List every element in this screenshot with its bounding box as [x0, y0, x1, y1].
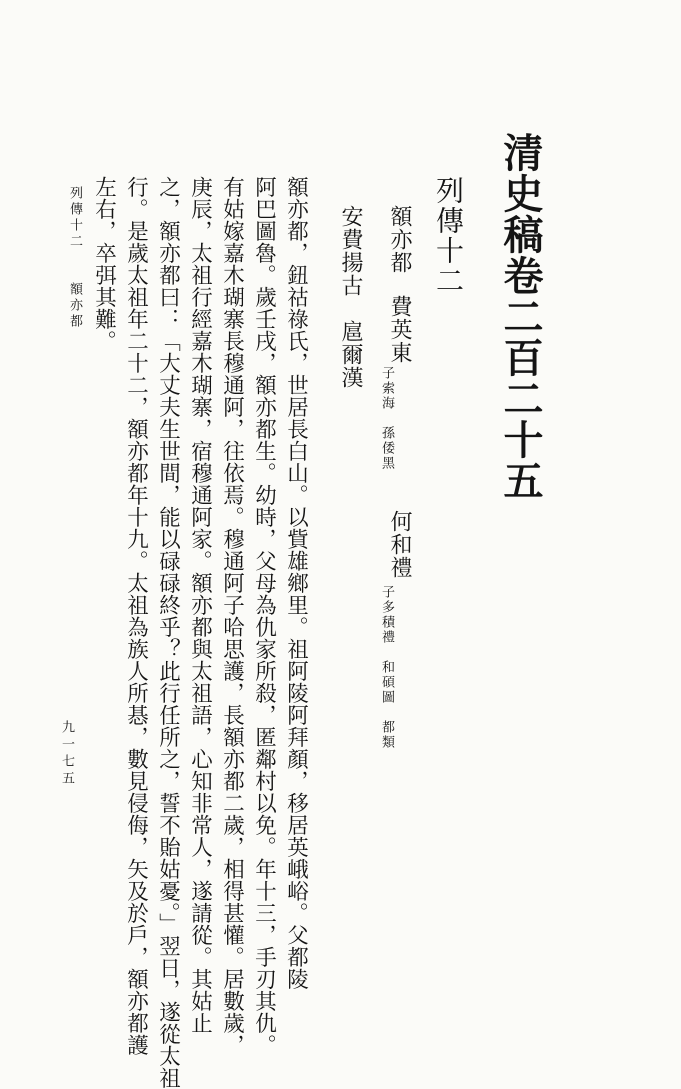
page-number: 九一七五 [59, 720, 74, 788]
biography-name-2-note: 子索海 孫倭黑 [379, 366, 394, 471]
chapter-title: 清史稿卷二百二十五 [497, 132, 544, 501]
biography-name-1: 額亦都 [387, 205, 412, 274]
body-column-7: 左右，卒弭其難。 [91, 176, 117, 352]
biography-names-row-2: 安費揚古 扈爾漢 [338, 205, 363, 389]
biography-name-3: 何和禮 [387, 510, 412, 579]
body-column-2: 阿巴圖魯。歲壬戌，額亦都生。幼時，父母為仇家所殺，匿鄰村以免。年十三，手刃其仇。 [251, 176, 277, 1056]
body-column-5: 之，額亦都曰：「大丈夫生世間，能以碌碌終乎？此行任所之，誓不貽姑憂。」翌日，遂從太祖 [155, 176, 181, 1089]
body-column-3: 有姑嫁嘉木瑚寨長穆通阿，往依焉。穆通阿子哈思護，長額亦都二歲，相得甚懽。居數歲， [219, 176, 245, 1056]
body-column-4: 庚辰，太祖行經嘉木瑚寨，宿穆通阿家。額亦都與太祖語，心知非常人，遂請從。其姑止 [187, 176, 213, 1034]
section-heading: 列傳十二 [432, 176, 465, 296]
body-column-1: 額亦都，鈕祜祿氏，世居長白山。以貲雄鄉里。祖阿陵阿拜顏，移居英峨峪。父都陵 [283, 176, 309, 990]
body-column-6: 行。是歲太祖年二十二，額亦都年十九。太祖為族人所惎，數見侵侮，矢及於戶，額亦都護 [123, 176, 149, 1056]
biography-name-3-note: 子多積禮 和碩圖 都類 [379, 585, 394, 750]
running-header: 列傳十二 額亦都 [67, 186, 82, 330]
biography-name-2: 費英東 [387, 295, 412, 364]
